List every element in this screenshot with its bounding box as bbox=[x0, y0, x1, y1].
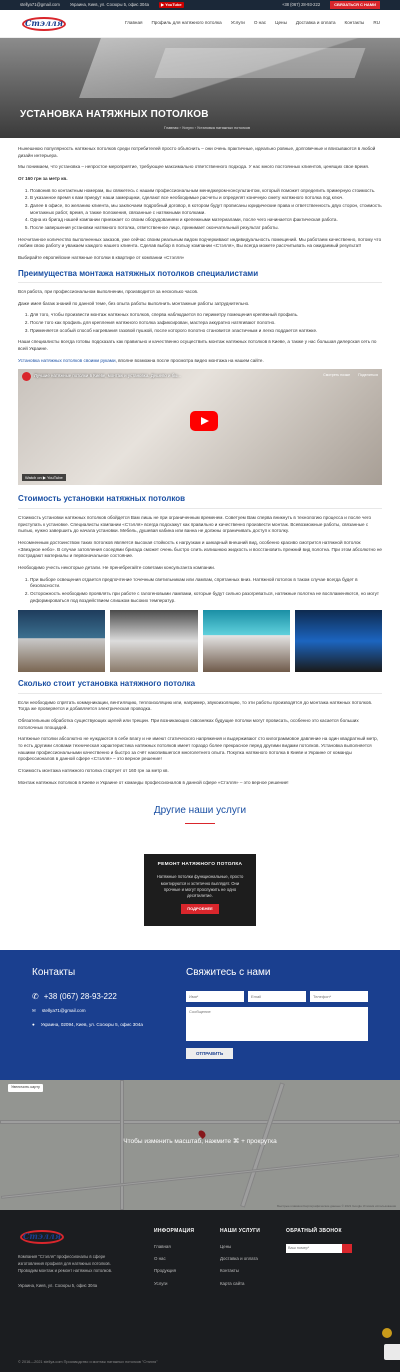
location-icon: ● bbox=[32, 1022, 35, 1028]
nav-item-about[interactable]: О нас bbox=[253, 20, 267, 26]
watch-on-youtube-button[interactable]: Watch on ▶ YouTube bbox=[22, 474, 66, 482]
contacts-heading: Контакты bbox=[32, 967, 76, 979]
copyright: © 2016—2021 stellya.com Производство и монтаж натяжных потолков "Стэлля" bbox=[18, 1360, 158, 1365]
breadcrumb[interactable]: Главная › Услуги › Установка натяжных потолков bbox=[164, 126, 250, 130]
advantages-list bbox=[24, 312, 382, 334]
callback-submit-button[interactable] bbox=[342, 1244, 352, 1253]
section-heading-advantages: Преимущества монтажа натяжных потолков специалистами bbox=[18, 268, 382, 284]
price-note: От 160 грн за метр кв. bbox=[18, 175, 68, 181]
list-item: 2. В указанное время к вам приедут наши замерщики, сделают все необходимые расчеты и определят конечную смету натяжного потолка под ключ. bbox=[30, 195, 382, 202]
service-card[interactable] bbox=[144, 854, 256, 926]
paragraph: Натяжные потолки абсолютно не нуждаются в себе влагу и не имеют статического напряжения и выдерживают сто килограммовое давление на один квадратный метр, то есть другими словами техническая характеристика натяжных потолков имеет гораздо более прекрасное перед другими видами потолков. Установка выполняется нашими профессиональными качественно и быстро за счёт накопившегося многолетнего опыта. Покупка натяжного потолка в Киеве и Украине от команды профессионалов в данной сфере «Стэлля» – это верное решение! bbox=[18, 736, 379, 762]
paragraph: Необходимо учесть некоторые детали. Не пренебрегайте советами консультанта компании. bbox=[18, 564, 216, 570]
footer-link-products[interactable]: Продукция bbox=[154, 1268, 176, 1274]
service-card-text: Натяжные потолки функциональные, просто монтируются и эстетично выглядят. Они прочные и могут прослужить не одно десятилетие. bbox=[156, 874, 244, 899]
list-item: 3. Далее в офисе, по желанию клиента, мы заключаем подробный договор, в котором будут прописаны юридические права и ответственность двух сторон, стоимость монтажных работ, время, а также положения, связанные с натяжными потолками. bbox=[30, 203, 382, 216]
map[interactable] bbox=[0, 1080, 400, 1210]
section-heading-cost: Стоимость установки натяжных потолков bbox=[18, 493, 382, 509]
footer-info-heading: ИНФОРМАЦИЯ bbox=[154, 1228, 195, 1235]
message-field[interactable] bbox=[186, 1007, 368, 1041]
nav-item-services[interactable]: Услуги bbox=[230, 20, 245, 26]
paragraph: Несчитанное количество выполненных заказов, уже сейчас своим реальным видом подчеркивают индивидуальность помещений. Мы работаем качественно, потому что любим свою работу и уважаем каждого нашего клиента. Сделав выбор в пользу компании «Стэлля», Вы всегда можете рассчитывать на ожидаемый результат! bbox=[18, 236, 382, 249]
paragraph: Стоимость монтажа натяжного потолка стартует от 160 грн за метр кв. bbox=[18, 768, 169, 774]
gallery-image[interactable] bbox=[18, 610, 105, 672]
scroll-to-top-button[interactable] bbox=[382, 1328, 392, 1338]
footer-about: Компания "Стэлля" профессионалы в сфере изготовления профиля для натяжных потолков. Проводим монтаж и ремонт натяжных потолков. bbox=[18, 1254, 113, 1273]
paragraph: Даже имея багаж знаний по данной теме, без опыта работы выполнить монтажные работы затруднительно. bbox=[18, 300, 250, 306]
play-icon[interactable] bbox=[190, 411, 218, 431]
email-field[interactable] bbox=[248, 991, 306, 1002]
footer-link-services[interactable]: Услуги bbox=[154, 1280, 168, 1286]
logo[interactable]: Стэлля bbox=[20, 15, 68, 33]
footer-link-prices[interactable]: Цены bbox=[220, 1243, 232, 1249]
list-item: 5. После завершения установки натяжного потолка, ответственное лицо, принимает окончательный результат работы. bbox=[30, 225, 382, 232]
footer-link-delivery[interactable]: Доставка и оплата bbox=[220, 1255, 258, 1261]
list-item: 1. Для того, чтобы произвести монтаж натяжных потолков, сперва наблюдается по периметру помещения крепёжный профиль. bbox=[30, 312, 382, 319]
name-field[interactable] bbox=[186, 991, 244, 1002]
list-item: 1. Позвонив по контактным номерам, вы свяжетесь с нашим профессиональным менеджером-консультантом, который поможет определить примерную стоимость. bbox=[30, 188, 382, 195]
contact-form bbox=[186, 966, 368, 1080]
language-selector[interactable]: RU bbox=[373, 20, 380, 26]
address-text: Украина, Киев, ул. Сосюры 5, офис 304а bbox=[69, 1, 149, 7]
article: Нынешнюю популярность натяжных потолков среди потребителей просто объяснить – они очень практичные, идеально ровные, долговечные и вписываются в любой дизайн интерьера. Мы понимаем, что установка – непростое мероприятие, требующее максимально ответственного подхода. У нас много постоянных клиентов, ценящих свое время. От 160 грн за метр кв. 1. Позвонив по контактным номерам, вы свяжетесь с нашим профессиональным менеджером-консультантом, который поможет определить примерную стоимость. 2. В указанное время к вам приедут наши замерщики, сделают все необходимые расчеты и определят конечную смету натяжного потолка под ключ. 3. Далее в офисе, по желанию клиента, мы заключаем подробный договор, в котором будут прописаны юридические права и ответственность двух сторон, стоимость монтажных работ, время, а также положения, связанные с натяжными потолками. 4. Одна из бригад нашей компании приезжает со своим оборудованием и крепежными материалами, после чего начинается фактическая работа. 5. После завершения установки натяжного потолка, ответственное лицо, принимает окончательный результат работы. Несчитанное количество выполненных заказов, уже сейчас своим реальным видом подчеркивают индивидуальность помещений. Мы работаем качественно, потому что любим свою работу и уважаем каждого нашего клиента. Сделав выбор в пользу компании «Стэлля», Вы всегда можете рассчитывать на ожидаемый результат! Выбирайте европейские натяжные потолки в квартире от компании «Стэлля» Преимущества монтажа натяжных потолков специалистами Вся работа, при профессиональном выполнении, производится за несколько часов. Даже имея багаж знаний по данной теме, без опыта работы выполнить монтажные работы затруднительно. 1. Для того, чтобы произвести монтаж натяжных потолков, сперва наблюдается по периметру помещения крепёжный профиль. 2. После того как профиль для крепления натяжного потолка зафиксирован, мастера аккуратно натягивают полотно. 3. Применяется особый способ нагревания газовой пушкой, после которого полотно становится эластичным и легко поддается натяжке. Наши специалисты всегда готовы подсказать как правильно и качественно осуществить монтаж натяжных потолков в Киеве, а также у нас большая дилерская сеть по всей Украине. Установка натяжных потолков своими руками, вполне возможна после просмотра видео монтажа на нашем сайте. Лучшие натяжные потолки в Киеве, монтаж и установка. Дешево и бы... Смотреть позже Поделиться Watch on ▶ YouTube Стоимость установки натяжных потолков Стоимость установки натяжных потолков обойдется Вам лишь не при ограниченным временем. Советуем Вам сперва вникнуть в технологию процесса и после чего приступать к установке. Специалисты компании «Стэлля» всегда подскажут как правильно и качественно произвести монтаж. Всевозможные работы, связанные с пылью, нужно завершить до начала установки. Мебель, душевая кабина или ванна не должны ограничивать доступ к потолку. Несомненным достоинством таких потолков является высокая стойкость к нагрузкам и шикарный внешний вид, особенно красиво смотрится натяжной потолок «Звездное небо». В случае затопления соседями бригада сможет очень быстро слить излишнюю жидкость и восстановить прежний вид полотна. При этом абсолютно не пострадают материалы и первоначальное состояние. Необходимо учесть некоторые детали. Не пренебрегайте советами консультанта компании. 1. При выборе освещения отдается предпочтение точечным светильникам или лампам, спрятанных вниз. Натяжной потолок в таком случае всегда будет в безопасности. 2. Осторожность необходимо проявлять при работе с галогеновыми лампами, которые будут сильно разогреваться, натяжные полотна не воспламеняются, но могут деформироваться под воздействием слишком высоких температур. Сколько стоит установка натяжного потолка Если необходимо спрятать коммуникации, вентиляцию, теплоизоляцию или, например, звукоизоляцию, то эти работы производятся до монтажа натяжных потолков. Тогда же проверяется и добавляется электрическая проводка. Обязательным обработка существующих щелей или трещин. При возникающих сквозняках будущие потолки могут провисать, особенно это касается больших потолочных площадей. Натяжные потолки абсолютно не нуждаются в себе влагу и не имеют статического напряжения и выдерживают сто килограммовое давление на один квадратный метр, то есть другими словами техническая характеристика натяжных потолков имеет гораздо более прекрасное перед другими видами потолков. Установка выполняется нашими профессиональными качественно и быстро за счёт накопившегося многолетнего опыта. Покупка натяжного потолка в Киеве и Украине от команды профессионалов в данной сфере «Стэлля» – это верное решение! Стоимость монтажа натяжного потолка стартует от 160 грн за метр кв. Монтаж натяжных потолков в Киеве и Украине от команды профессионалов в данной сфере «Стэлля» – это верное решение! Другие наши услуги РЕМОНТ НАТЯЖНОГО ПОТОЛКА Натяжные потолки функциональные, просто монтируются и эстетично выглядят. Они прочные и могут прослужить не одно десятилетие. ПОДРОБНЕЕ bbox=[0, 138, 400, 926]
watch-later-button[interactable]: Смотреть позже bbox=[323, 373, 351, 378]
hero-banner bbox=[0, 38, 400, 138]
youtube-icon[interactable]: ▶ YouTube bbox=[161, 2, 182, 8]
nav-item-delivery[interactable]: Доставка и оплата bbox=[295, 20, 336, 26]
footer-services-heading: НАШИ УСЛУГИ bbox=[220, 1228, 261, 1235]
footer-link-sitemap[interactable]: Карта сайта bbox=[220, 1280, 245, 1286]
paragraph: Вся работа, при профессиональном выполнении, производится за несколько часов. bbox=[18, 289, 199, 295]
top-bar bbox=[0, 0, 400, 10]
list-item: 3. Применяется особый способ нагревания газовой пушкой, после которого полотно становится эластичным и легко поддается натяжке. bbox=[30, 328, 382, 335]
phone-icon: ✆ bbox=[32, 991, 39, 1001]
contact-phone[interactable]: +38 (067) 28-93-222 bbox=[43, 991, 117, 1001]
list-item: 4. Одна из бригад нашей компании приезжает со своим оборудованием и крепежными материалами, после чего начинается фактическая работа. bbox=[30, 217, 382, 224]
map-scroll-hint: Чтобы изменить масштаб, нажмите ⌘ + прокрутка bbox=[0, 1080, 400, 1210]
form-heading: Свяжитесь с нами bbox=[186, 967, 271, 979]
footer-logo[interactable]: Стэлля bbox=[18, 1228, 66, 1246]
paragraph: Монтаж натяжных потолков в Киеве и Украине от команды профессионалов в данной сфере «Стэлля» – это верное решение! bbox=[18, 779, 289, 785]
enlarge-map-button[interactable]: Увеличить карту bbox=[8, 1084, 43, 1092]
list-item: 2. После того как профиль для крепления натяжного потолка зафиксирован, мастера аккуратно натягивают полотно. bbox=[30, 320, 382, 327]
email-text[interactable]: stellya71@gmail.com bbox=[20, 1, 60, 7]
steps-list bbox=[24, 188, 382, 232]
paragraph: Обязательным обработка существующих щелей или трещин. При возникающих сквозняках будущие потолки могут провисать, особенно это касается больших потолочных площадей. bbox=[18, 718, 359, 730]
more-button[interactable]: ПОДРОБНЕЕ bbox=[181, 904, 219, 914]
share-button[interactable]: Поделиться bbox=[358, 373, 378, 378]
ceiling-gallery bbox=[18, 610, 382, 672]
nav-item-home[interactable]: Главная bbox=[125, 20, 143, 26]
list-item: 2. Осторожность необходимо проявлять при работе с галогеновыми лампами, которые будут сильно разогреваться, натяжные полотна не воспламеняются, но могут деформироваться под воздействием слишком высоких температур. bbox=[30, 591, 382, 604]
footer bbox=[0, 1210, 400, 1372]
service-card-title: РЕМОНТ НАТЯЖНОГО ПОТОЛКА bbox=[157, 862, 243, 868]
paragraph: Если необходимо спрятать коммуникации, вентиляцию, теплоизоляцию или, например, звукоизоляцию, то эти работы производятся до монтажа натяжных потолков. Тогда же проверяется и добавляется электрическая проводка. bbox=[18, 699, 373, 712]
gallery-image[interactable] bbox=[295, 610, 382, 672]
nav-item-prices[interactable]: Цены bbox=[275, 20, 287, 26]
callback-heading: ОБРАТНЫЙ ЗВОНОК bbox=[286, 1228, 342, 1235]
contacts-section bbox=[0, 950, 400, 1080]
paragraph: Несомненным достоинством таких потолков является высокая стойкость к нагрузкам и шикарный внешний вид, особенно красиво смотрится натяжной потолок «Звездное небо». В случае затопления соседями бригада сможет очень быстро слить излишнюю жидкость и восстановить прежний вид полотна. При этом абсолютно не пострадают материалы и первоначальное состояние. bbox=[18, 539, 382, 559]
contact-us-button[interactable]: СВЯЗАТЬСЯ С НАМИ bbox=[330, 1, 380, 9]
gallery-image[interactable] bbox=[110, 610, 197, 672]
intro-paragraph: Нынешнюю популярность натяжных потолков среди потребителей просто объяснить – они очень практичные, идеально ровные, долговечные и вписываются в любой дизайн интерьера. bbox=[18, 146, 376, 158]
youtube-video[interactable] bbox=[18, 369, 382, 485]
paragraph: Мы понимаем, что установка – непростое мероприятие, требующее максимально ответственного подхода. У нас много постоянных клиентов, ценящих свое время. bbox=[18, 164, 370, 170]
paragraph: Наши специалисты всегда готовы подсказать как правильно и качественно осуществить монтаж натяжных потолков в Киеве, а также у нас большая дилерская сеть по всей Украине. bbox=[18, 339, 377, 352]
paragraph: Стоимость установки натяжных потолков обойдется Вам лишь не при ограниченным временем. Советуем Вам сперва вникнуть в технологию процесса и после чего приступать к установке. Специалисты компании «Стэлля» всегда подскажут как правильно и качественно произвести монтаж. Всевозможные работы, связанные с пылью, нужно завершить до начала установки. Мебель, душевая кабина или ванна не должны ограничивать доступ к потолку. bbox=[18, 514, 372, 534]
footer-link-home[interactable]: Главная bbox=[154, 1243, 171, 1249]
phone-field[interactable] bbox=[310, 991, 368, 1002]
list-item: 1. При выборе освещения отдается предпочтение точечным светильникам или лампам, спрятанных вниз. Натяжной потолок в таком случае всегда будет в безопасности. bbox=[30, 577, 382, 590]
contact-email[interactable]: stellya71@gmail.com bbox=[41, 1008, 86, 1014]
mail-icon: ✉ bbox=[32, 1008, 36, 1014]
map-terms[interactable]: Быстрые клавиши Картографические данные © 2021 Google Условия использования bbox=[277, 1204, 396, 1208]
gallery-image[interactable] bbox=[203, 610, 290, 672]
nav-item-profile[interactable]: Профиль для натяжного потолка bbox=[151, 20, 222, 26]
notes-list bbox=[24, 577, 382, 605]
main-nav bbox=[0, 10, 400, 38]
nav-item-contacts[interactable]: Контакты bbox=[344, 20, 365, 26]
diy-link[interactable]: Установка натяжных потолков своими руками bbox=[18, 357, 116, 363]
paragraph: Выбирайте европейские натяжные потолки в квартире от компании «Стэлля» bbox=[18, 254, 185, 260]
section-heading-price: Сколько стоит установка натяжного потолка bbox=[18, 678, 382, 694]
footer-link-about[interactable]: О нас bbox=[154, 1255, 166, 1261]
contact-address: Украина, 02094, Киев, ул. Сосюры 5, офис 304а bbox=[40, 1022, 143, 1028]
page-title: УСТАНОВКА НАТЯЖНЫХ ПОТОЛКОВ bbox=[20, 109, 209, 120]
send-button[interactable]: ОТПРАВИТЬ bbox=[186, 1048, 233, 1059]
footer-address: Украина, Киев, ул. Сосюры 5, офис 304а bbox=[18, 1282, 98, 1288]
recaptcha-icon[interactable] bbox=[384, 1344, 400, 1360]
services-heading: Другие наши услуги bbox=[153, 805, 247, 817]
video-title[interactable]: Лучшие натяжные потолки в Киеве, монтаж и установка. Дешево и бы... bbox=[34, 373, 182, 379]
channel-avatar[interactable] bbox=[22, 372, 31, 381]
callback-phone-field[interactable] bbox=[286, 1244, 342, 1253]
footer-link-contacts[interactable]: Контакты bbox=[220, 1268, 239, 1274]
top-phone[interactable]: +38 (067) 28-93-222 bbox=[281, 1, 321, 7]
